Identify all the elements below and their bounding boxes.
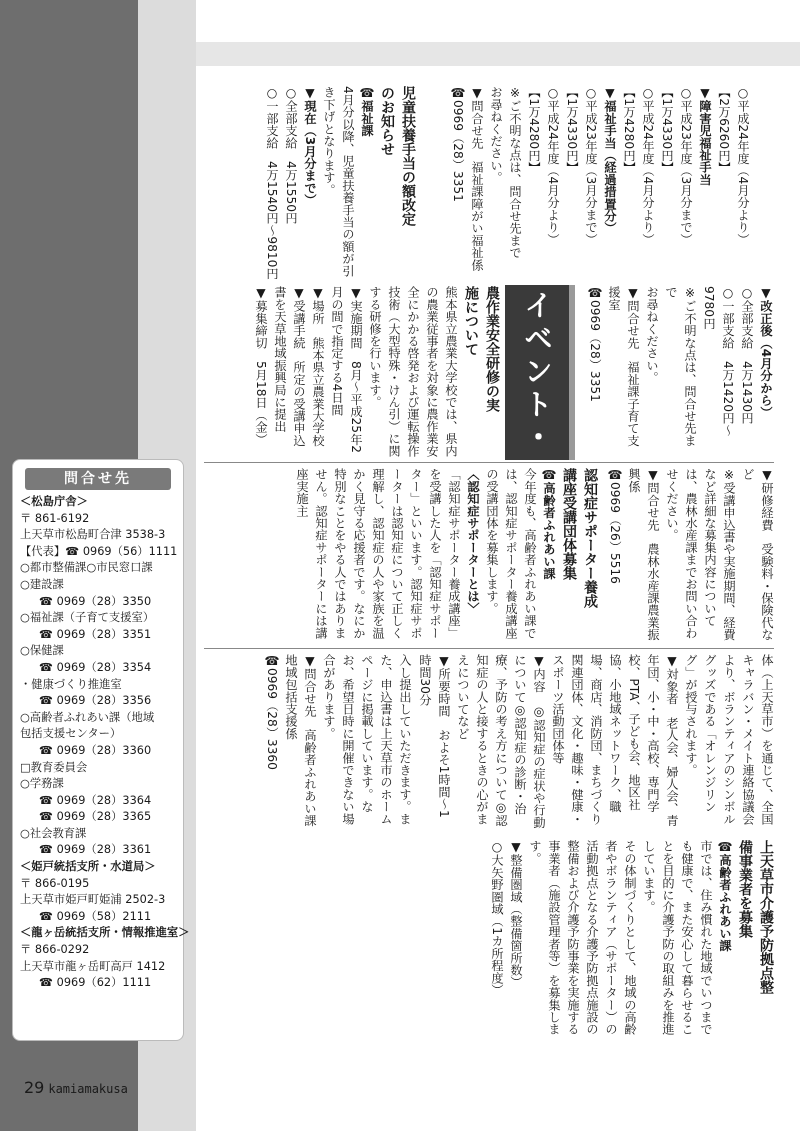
contact-line: ○高齢者ふれあい課（地域 <box>20 710 155 724</box>
item-text: ▼研修経費 受験料・保険代など <box>741 468 774 641</box>
item-text: ○全部支給 4万1550円 <box>284 86 298 225</box>
allowance-line: ○平成24年度（4月分より） <box>546 86 560 246</box>
item-text: ▼問合せ先 農林水産課農業振興係 <box>627 468 660 641</box>
brand-name: kamiamakusa <box>48 1082 128 1096</box>
revised-line: ▼改正後（4月分から） <box>759 286 773 419</box>
allowance-line: ※ご不明な点は、問合せ先まで <box>508 86 522 259</box>
farm-safety-training-section <box>204 286 502 458</box>
item-text: ☎0969（28）3360 <box>265 654 279 770</box>
item-text: ▼実施期間 8月～平成25年2月の間で指定する4日間 <box>330 286 363 454</box>
item-text: ※受講申込書や実施期間、経費など詳細な募集内容については、農林水産課までお問い合わせください。 <box>665 468 736 641</box>
section-title: のお知らせ <box>379 86 395 156</box>
body-text: 4月分以降、児童扶養手当の額が引き下げとなります。 <box>322 86 355 277</box>
contact-line: ○建設課 <box>20 577 64 591</box>
contact-line: ＜龍ヶ岳統括支所・情報推進室＞ <box>20 926 190 940</box>
item-heading: 〈認知症サポーターとは〉 <box>466 468 480 615</box>
horizontal-divider-2 <box>204 648 774 649</box>
dementia-supporter-end <box>204 654 414 829</box>
body-text: 「認知症サポーター養成講座」を受講した人を「認知症サポーター」といいます。認知症サポーターは認知症について正しく理解し、認知症の人や家族を温かく見守る応援者です。なにか特別なことをやる人ではありません。認知症サポーターには講座実施主 <box>295 468 461 639</box>
item-text: ▼対象者 老人会、婦人会、青年団、小・中・高校、専門学校、PTA、子ども会、地区社協、小地域ネットワーク、職場、商店、消防団、まちづくり関連団体、文化・趣味・健康・スポーツ活動団体等 <box>551 654 679 827</box>
allowance-line: 【1万4280円】 <box>527 86 541 174</box>
contact-line: 包括支援センター） <box>20 727 122 741</box>
contact-line: □教育委員会 <box>20 760 88 774</box>
allowance-line: 【1万4280円】 <box>622 86 636 174</box>
allowance-line: ○平成23年度（3月分まで） <box>584 86 598 246</box>
contact-line: 上天草市龍ヶ岳町高戸 1412 <box>20 959 166 973</box>
contact-line: ☎ 0969（28）3365 <box>39 810 152 824</box>
item-text: 入し提出していただきます。また、申込書は上天草市のホームページに掲載しています。なお、希望日時に開催できない場合があります。 <box>322 654 412 825</box>
item-text: ▼募集締切 5月18日（金） <box>254 286 268 446</box>
contact-line: ○社会教育課 <box>20 826 87 840</box>
allowance-line: ▼問合せ先 福祉課障がい福祉係 <box>470 86 484 271</box>
revised-line: ○全部支給 4万1430円 <box>740 286 754 425</box>
department-label: ☎高齢者ふれあい課 <box>542 468 556 580</box>
allowance-line: ☎0969（28）3351 <box>451 86 465 202</box>
item-text: ○一部支給 4万1540円～9810円 <box>265 86 279 280</box>
contact-line: ＜松島庁舎＞ <box>20 495 88 508</box>
contact-line: ○保健課 <box>20 644 64 658</box>
body-text: ▼整備圏域（整備箇所数） <box>509 840 523 989</box>
page-footer <box>24 1078 128 1097</box>
body-text: 今年度も、高齢者ふれあい課では、認知症サポーター養成講座の受講団体を募集します。 <box>485 468 537 639</box>
allowance-line: 【1万4330円】 <box>660 86 674 174</box>
dementia-supporter-continued <box>416 654 776 829</box>
farm-training-continued <box>604 468 776 643</box>
dementia-supporter-section <box>204 468 600 643</box>
allowance-line: 【2万6260円】 <box>717 86 731 174</box>
allowance-line: お尋ねください。 <box>489 86 503 184</box>
contact-list-box <box>12 459 190 1041</box>
item-text: 体（上天草市）を通じて、全国キャラバン・メイト連絡協議会より、ボランティアのシンボルグッズである「オレンジリング」が授与されます。 <box>684 654 774 825</box>
contact-line: 〒 861-6192 <box>20 511 90 525</box>
contact-line: ☎ 0969（28）3351 <box>39 627 152 641</box>
disability-allowance-column <box>420 86 752 282</box>
section-title: 認知症サポーター養成 <box>582 468 598 608</box>
body-text: ○大矢野圏域（1カ所程度） <box>490 840 504 996</box>
contact-line: ＜姫戸統括支所・水道局＞ <box>20 860 156 874</box>
contact-line: 上天草市姫戸町姫浦 2502-3 <box>20 893 166 907</box>
section-title: 講座受講団体募集 <box>561 468 577 580</box>
contact-line: ☎ 0969（28）3356 <box>39 694 152 708</box>
revised-allowance-column <box>575 286 775 458</box>
child-rearing-allowance-section <box>204 86 418 282</box>
contact-line: ○福祉課（子育て支援室） <box>20 611 155 625</box>
contact-line: 〒 866-0195 <box>20 876 90 890</box>
contact-line: ○学務課 <box>20 777 64 791</box>
contact-line: ・健康づくり推進室 <box>20 677 122 691</box>
contact-line: 〒 866-0292 <box>20 943 90 957</box>
revised-line: ※ご不明な点は、問合せ先まで <box>664 286 697 447</box>
contact-line: ☎ 0969（28）3364 <box>39 793 152 807</box>
allowance-line: ▼障害児福祉手当 <box>698 86 712 186</box>
allowance-line: ○平成24年度（4月分より） <box>736 86 750 246</box>
contact-line: ☎ 0969（28）3360 <box>39 743 152 757</box>
revised-line: ○一部支給 4万1420円～9780円 <box>702 286 735 437</box>
horizontal-divider-1 <box>204 462 774 463</box>
allowance-line: 【1万4330円】 <box>565 86 579 174</box>
section-title: 農作業安全研修の実 <box>484 286 500 412</box>
top-grey-strip <box>196 42 800 66</box>
care-prevention-recruit-section <box>204 840 776 1040</box>
contact-line: ☎ 0969（28）3354 <box>39 660 152 674</box>
allowance-line: ▼福祉手当（経過措置分） <box>603 86 617 235</box>
contact-line: ☎ 0969（58）2111 <box>39 909 152 923</box>
contact-line: ☎ 0969（28）3350 <box>39 594 152 608</box>
item-heading: ▼現在（3月分まで） <box>303 86 317 207</box>
item-text: ▼内容 ◎認知症の症状や行動について◎認知症の診断・治療、予防の考え方について◎認知症の人と接するときの心がまえについてなど <box>456 654 546 829</box>
body-text: 熊本県立農業大学校では、県内の農業従事者を対象に農作業安全にかかる啓発および運転操作技術（大型特殊・けん引）に関する研修を行います。 <box>368 286 458 457</box>
contact-line: ○都市整備課○市民窓口課 <box>20 561 153 575</box>
revised-line: ▼問合せ先 福祉課子育て支援室 <box>607 286 640 447</box>
contact-heading: 問合せ先 <box>25 468 171 490</box>
allowance-line: ○平成24年度（4月分より） <box>641 86 655 246</box>
body-text: その体制づくりとして、地域の高齢者やボランティア（サポーター）の活動拠点となる介護予防拠点施設の整備および介護予防事業を実施する事業者（施設管理者等）を募集します。 <box>528 840 637 1036</box>
department-label: ☎福祉課 <box>360 86 374 137</box>
item-text: ▼受講手続 所定の受講申込書を天草地域振興局に提出 <box>273 286 306 447</box>
events-recruitment-banner: イベント・募集 <box>505 285 575 460</box>
section-title: 児童扶養手当の額改定 <box>400 86 416 226</box>
section-title: 上天草市介護予防拠点整 <box>758 840 774 994</box>
section-title: 施について <box>463 286 479 356</box>
contact-line: ☎ 0969（28）3361 <box>39 843 152 857</box>
item-text: ☎0969（26）5516 <box>608 468 622 584</box>
revised-line: ☎0969（28）3351 <box>588 286 602 402</box>
page-number: 29 <box>24 1078 45 1097</box>
contact-line: ☎ 0969（62）1111 <box>39 976 152 990</box>
contact-line: 【代表】☎ 0969（56）1111 <box>20 544 178 558</box>
item-text: ▼問合せ先 高齢者ふれあい課地域包括支援係 <box>284 654 317 827</box>
item-text: ▼場所 熊本県立農業大学校 <box>311 286 325 447</box>
allowance-line: ○平成23年度（3月分まで） <box>679 86 693 246</box>
body-text: 市では、住み慣れた地域でいつまでも健康で、また安心して暮らせることを目的に介護予防の取組みを推進しています。 <box>642 840 713 1036</box>
item-text: ▼所要時間 およそ1時間～1時間30分 <box>418 654 451 818</box>
revised-line: お尋ねください。 <box>645 286 659 384</box>
department-label: ☎高齢者ふれあい課 <box>718 840 732 952</box>
contact-line: 上天草市松島町合津 3538-3 <box>20 528 166 542</box>
section-title: 備事業者を募集 <box>737 840 753 938</box>
